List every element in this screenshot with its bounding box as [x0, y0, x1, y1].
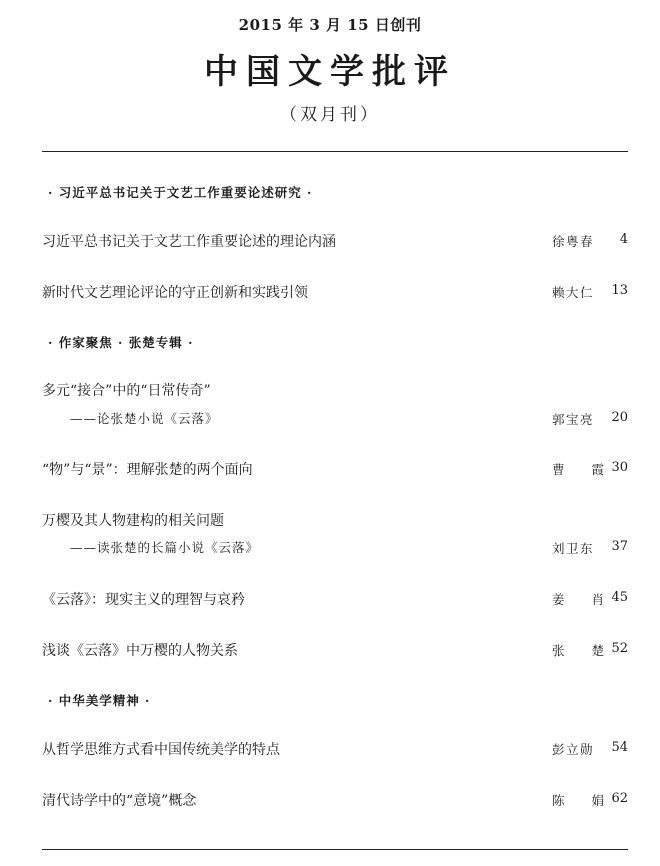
article-author: 姜 肖	[552, 592, 604, 607]
page-number: 37	[611, 539, 628, 554]
page-number: 20	[611, 410, 628, 425]
article-author: 陈 娟	[552, 793, 604, 808]
toc-entry-subtitle-row	[42, 538, 628, 558]
toc-entry[interactable]	[42, 739, 628, 759]
section-heading: · 作家聚焦 · 张楚专辑 ·	[48, 335, 194, 350]
article-title[interactable]: 多元“接合”中的“日常传奇”	[42, 383, 211, 399]
toc-entry[interactable]	[42, 510, 628, 530]
section-heading: · 中华美学精神 ·	[48, 693, 151, 708]
page-number: 62	[611, 791, 628, 806]
toc-entry[interactable]	[42, 380, 628, 400]
article-title[interactable]: “物”与“景”：理解张楚的两个面向	[42, 462, 253, 478]
article-author: 郭宝亮	[552, 412, 595, 427]
article-title[interactable]: 《云落》：现实主义的理智与哀矜	[42, 592, 245, 608]
page-number: 52	[611, 641, 628, 656]
founding-date: 2015 年 3 月 15 日创刊	[238, 16, 422, 34]
toc-entry[interactable]	[42, 459, 628, 479]
bottom-divider	[42, 849, 628, 850]
top-divider	[42, 151, 628, 152]
article-author: 徐粤春	[552, 234, 595, 249]
page-number: 4	[619, 232, 628, 247]
toc-entry[interactable]	[42, 282, 628, 302]
toc-entry-subtitle-row	[42, 409, 628, 429]
page-number: 45	[611, 590, 628, 605]
page-number: 13	[611, 283, 628, 298]
article-title[interactable]: 新时代文艺理论评论的守正创新和实践引领	[42, 285, 308, 301]
section-heading: · 习近平总书记关于文艺工作重要论述研究 ·	[48, 185, 313, 200]
toc-entry[interactable]	[42, 589, 628, 609]
journal-frequency: （双月刊）	[280, 105, 380, 125]
article-title[interactable]: 万樱及其人物建构的相关问题	[42, 513, 224, 529]
article-subtitle: ——读张楚的长篇小说《云落》	[70, 540, 260, 555]
article-author: 曹 霞	[552, 462, 604, 477]
journal-title: 中国文学批评	[204, 52, 456, 92]
article-author: 赖大仁	[552, 285, 595, 300]
toc-entry[interactable]	[42, 640, 628, 660]
article-subtitle: ——论张楚小说《云落》	[70, 411, 219, 426]
article-title[interactable]: 从哲学思维方式看中国传统美学的特点	[42, 742, 280, 758]
page-number: 30	[611, 460, 628, 475]
article-author: 彭立勋	[552, 742, 595, 757]
article-author: 张 楚	[552, 643, 604, 658]
toc-entry[interactable]	[42, 790, 628, 810]
toc-entry[interactable]	[42, 231, 628, 251]
article-title[interactable]: 浅谈《云落》中万樱的人物关系	[42, 643, 238, 659]
article-title[interactable]: 习近平总书记关于文艺工作重要论述的理论内涵	[42, 234, 336, 250]
article-author: 刘卫东	[552, 541, 595, 556]
page-number: 54	[611, 740, 628, 755]
article-title[interactable]: 清代诗学中的“意境”概念	[42, 793, 197, 809]
